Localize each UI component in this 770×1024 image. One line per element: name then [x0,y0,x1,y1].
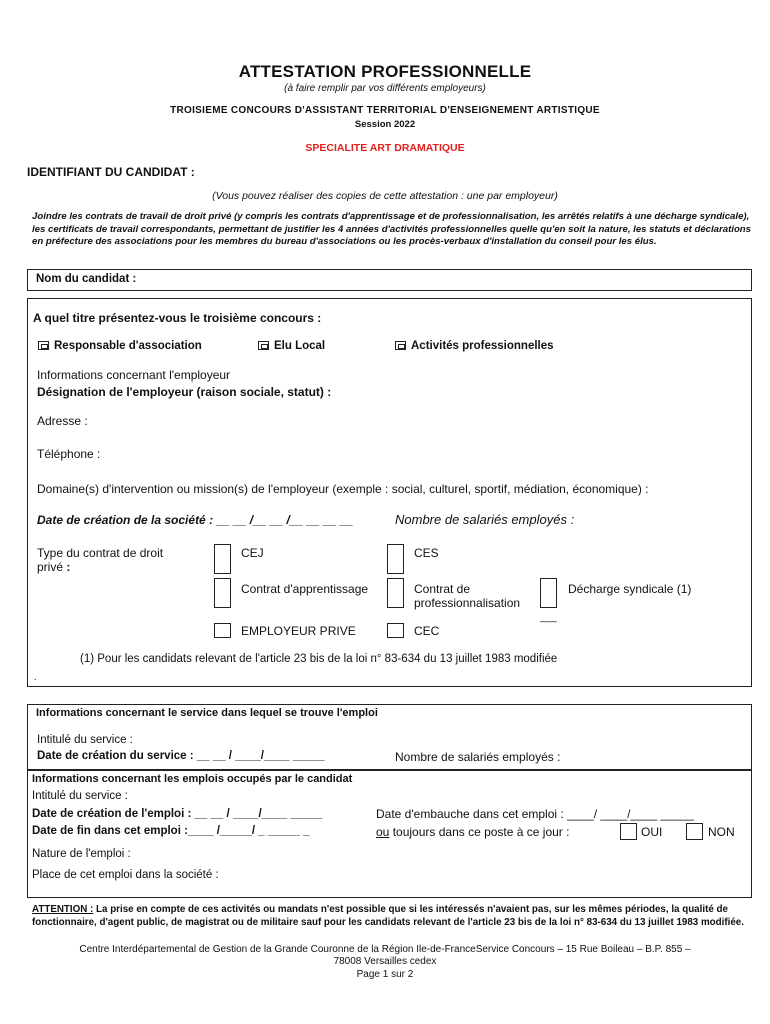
option-responsable[interactable]: Responsable d'association [38,340,202,352]
document-title: ATTESTATION PROFESSIONNELLE [238,62,532,81]
designation-label: Désignation de l'employeur (raison sociale, statut) : [37,385,332,399]
employeur-prive-label: EMPLOYEUR PRIVE [241,624,356,638]
employeur-prive-checkbox[interactable] [214,623,231,638]
decharge-checkbox[interactable] [540,578,557,608]
cec-label: CEC [414,624,440,638]
cej-label: CEJ [241,546,264,560]
decharge-label: Décharge syndicale (1) [568,582,692,596]
copies-note: (Vous pouvez réaliser des copies de cette attestation : une par employeur) [212,190,558,202]
centre-address: Centre Interdépartemental de Gestion de la Grande Couronne de la Région Ile-de-FranceService Concours – 15 Rue Boileau – B.P. 855 – 78008 Versailles cedex [79,944,691,967]
domaines-label: Domaine(s) d'intervention ou mission(s) de l'employeur (exemple : social, culturel, sportif, médiation, économique) : [37,482,649,496]
joindre-instructions: Joindre les contrats de travail de droit privé (y compris les contrats d'apprentissage et de professionnalisation, les arrêtés relatifs à une décharge syndicale), les certificats de travail correspondants, permettant de justifier les 4 années d'activités professionnelles quelle qu'en soit la nature, les statuts et déclarations en préfecture des associations pour les membres du bureau d'associations ou les procès-verbaux d'installation du conseil pour les élus. [32,211,752,247]
nature-emploi-label: Nature de l'emploi : [32,848,131,860]
titre-question: A quel titre présentez-vous le troisième concours : [33,311,322,325]
checkbox-icon [38,341,49,350]
article-note: (1) Pour les candidats relevant de l'article 23 bis de la loi n° 83-634 du 13 juillet 1983 modifiée [80,653,558,665]
ces-checkbox[interactable] [387,544,404,574]
non-checkbox[interactable] [686,823,703,840]
specialite-label: SPECIALITE ART DRAMATIQUE [305,142,465,154]
oui-label: OUI [641,825,663,839]
type-contrat-label: Type du contrat de droit privé : [37,546,164,574]
date-embauche: Date d'embauche dans cet emploi : ____/ ____/____ _____ [376,807,694,821]
telephone-label: Téléphone : [37,447,101,461]
concours-name: TROISIEME CONCOURS D'ASSISTANT TERRITORIAL D'ENSEIGNEMENT ARTISTIQUE [170,105,600,116]
adresse-label: Adresse : [37,414,88,428]
apprentissage-checkbox[interactable] [214,578,231,608]
checkbox-icon [258,341,269,350]
service-date-creation: Date de création du service : __ __ / ____/____ _____ [37,750,325,762]
emplois-intitule-label: Intitulé du service : [32,790,128,802]
nom-candidat-label: Nom du candidat : [36,273,137,285]
nom-candidat-box[interactable] [27,269,752,291]
option-activites[interactable]: Activités professionnelles [395,340,554,352]
professionnalisation-label: Contrat de professionnalisation [414,582,521,610]
session-label: Session 2022 [354,119,416,130]
date-creation-emploi: Date de création de l'emploi : __ __ / ____/____ _____ [32,808,323,820]
apprentissage-label: Contrat d'apprentissage [241,582,369,596]
toujours-poste: ou toujours dans ce poste à ce jour : [376,825,570,839]
page-number: Page 1 sur 2 [356,969,414,980]
dot-mark: . [34,672,37,682]
option-elu-local[interactable]: Elu Local [258,340,325,352]
checkbox-icon [395,341,406,350]
document-subtitle: (à faire remplir par vos différents employeurs) [284,83,486,94]
date-fin-emploi: Date de fin dans cet emploi :____ /_____/ _ _____ _ [32,825,310,837]
date-creation-societe: Date de création de la société : __ __ /__ __ /__ __ __ __ [37,513,354,527]
place-emploi-label: Place de cet emploi dans la société : [32,869,219,881]
cej-checkbox[interactable] [214,544,231,574]
oui-checkbox[interactable] [620,823,637,840]
attention-label: ATTENTION : [32,904,94,915]
decharge-dash: ___ [540,612,557,623]
ces-label: CES [414,546,439,560]
nombre-salaries-label: Nombre de salariés employés : [395,512,575,527]
professionnalisation-checkbox[interactable] [387,578,404,608]
attention-note: ATTENTION : La prise en compte de ces activités ou mandats n'est possible que si les intéressés n'avaient pas, sur les mêmes périodes, la qualité de fonctionnaire, d'agent public, de magistrat ou de militaire sauf pour les candidats relevant de l'article 23 bis de la loi n° 83-634 du 13 juillet 1983 modifiée. [32,904,744,928]
emplois-heading: Informations concernant les emplois occupés par le candidat [32,773,353,785]
identifiant-heading: IDENTIFIANT DU CANDIDAT : [27,165,195,179]
cec-checkbox[interactable] [387,623,404,638]
service-nombre-salaries: Nombre de salariés employés : [395,750,561,764]
non-label: NON [708,825,735,839]
service-intitule-label: Intitulé du service : [37,734,133,746]
info-employeur-label: Informations concernant l'employeur [37,368,231,382]
service-heading: Informations concernant le service dans lequel se trouve l'emploi [36,707,378,719]
